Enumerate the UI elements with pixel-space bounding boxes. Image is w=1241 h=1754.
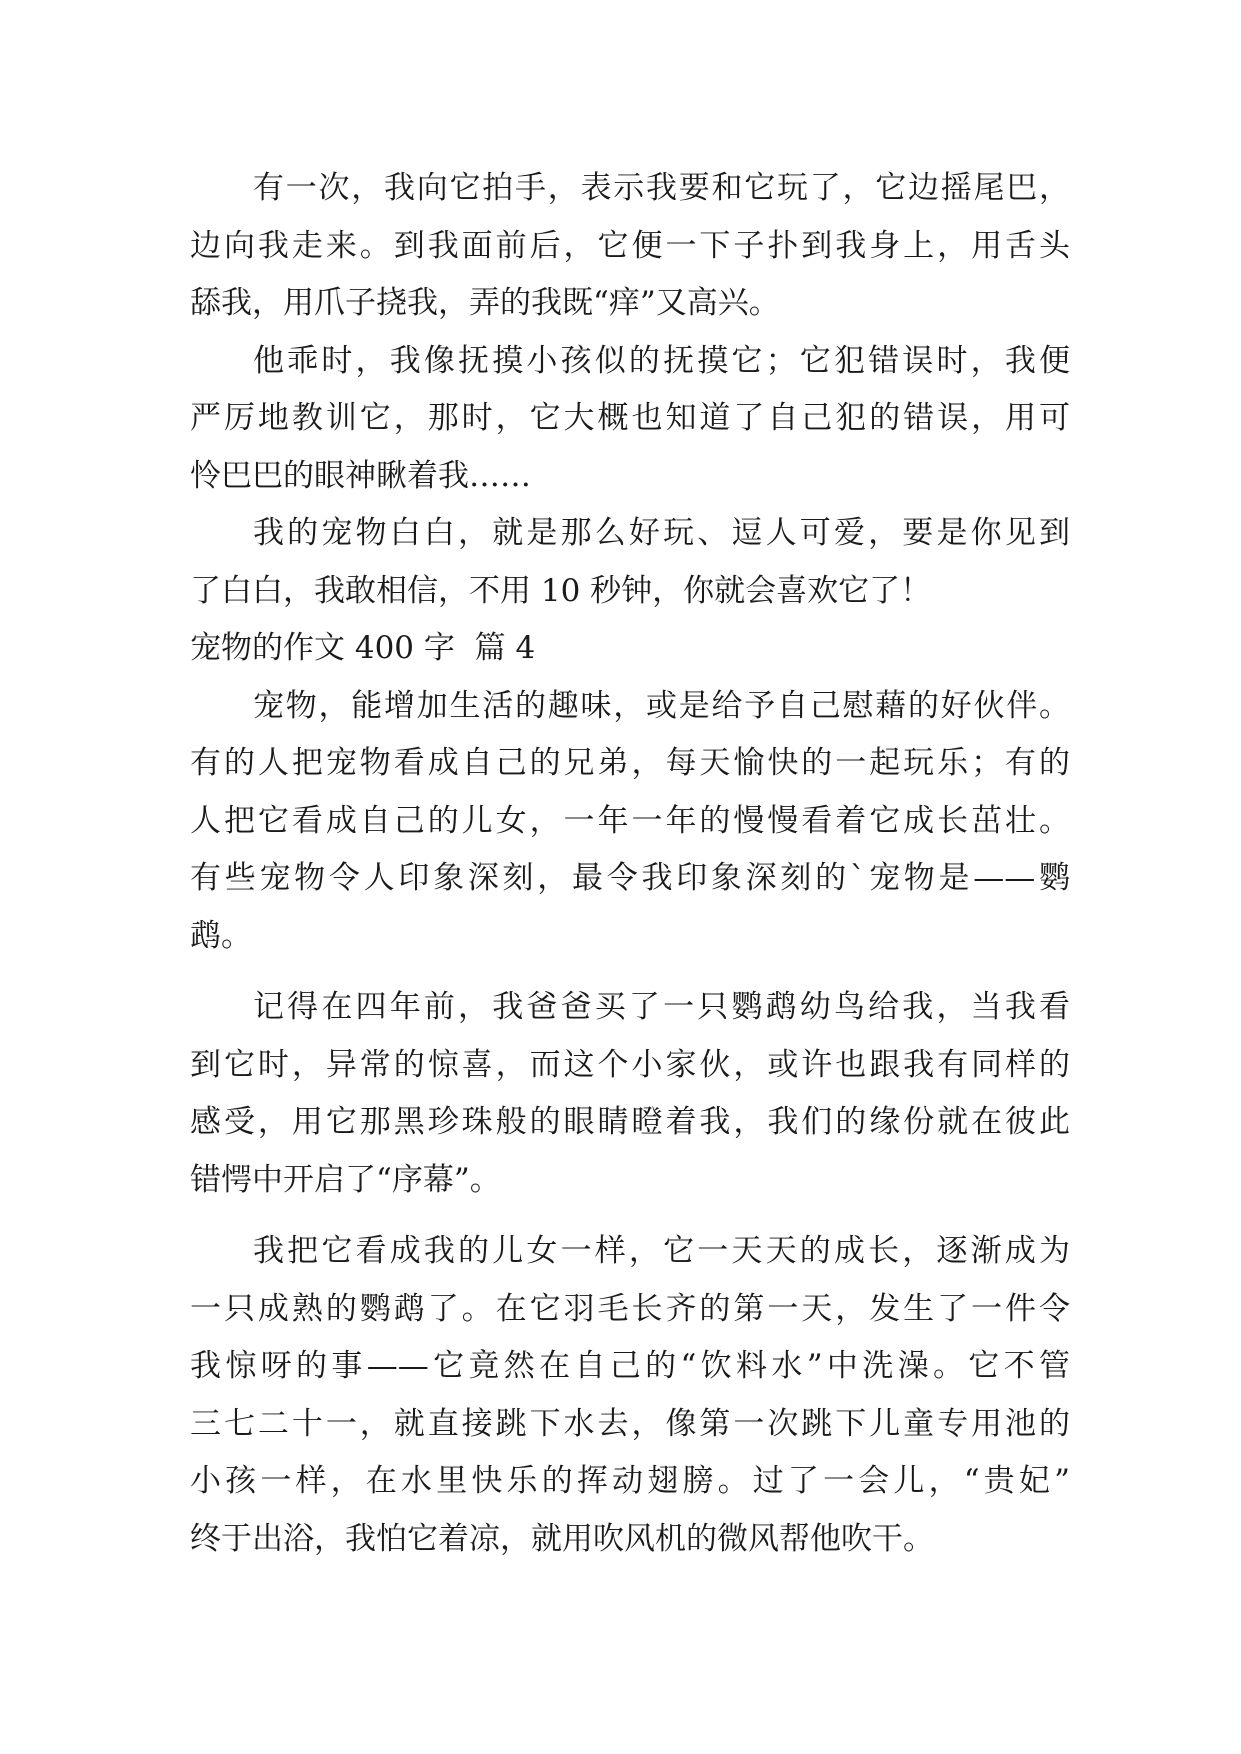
text-line: 怜巴巴的眼神瞅着我…… bbox=[190, 457, 531, 494]
paragraph bbox=[190, 979, 1070, 1209]
text-line: 记得在四年前，我爸爸买了一只鹦鹉幼鸟给我，当我看 bbox=[253, 989, 1070, 1025]
text-line: 错愕中开启了“序幕”。 bbox=[190, 1161, 501, 1198]
paragraph-gap bbox=[190, 965, 1070, 979]
text-line: 一只成熟的鹦鹉了。在它羽毛长齐的第一天，发生了一件令 bbox=[190, 1290, 1070, 1327]
text-line: 终于出浴，我怕它着凉，就用吹风机的微风帮他吹干。 bbox=[190, 1520, 934, 1557]
text-line: 边向我走来。到我面前后，它便一下子扑到我身上，用舌头 bbox=[190, 227, 1070, 264]
text-line: 我把它看成我的儿女一样，它一天天的成长，逐渐成为 bbox=[253, 1233, 1070, 1269]
text-line: 到它时，异常的惊喜，而这个小家伙，或许也跟我有同样的 bbox=[190, 1046, 1070, 1083]
paragraph bbox=[190, 1223, 1070, 1568]
section-heading: 宠物的作文 400 字 篇 4 bbox=[190, 630, 536, 666]
text-line: 他乖时，我像抚摸小孩似的抚摸它；它犯错误时，我便 bbox=[253, 342, 1070, 379]
paragraph bbox=[190, 505, 1070, 620]
paragraph bbox=[190, 160, 1070, 333]
text-line: 人把它看成自己的儿女，一年一年的慢慢看着它成长茁壮。 bbox=[190, 802, 1070, 839]
text-line: 了白白，我敢相信，不用 10 秒钟，你就会喜欢它了！ bbox=[190, 572, 932, 609]
text-line: 舔我，用爪子挠我，弄的我既“痒”又高兴。 bbox=[190, 285, 780, 321]
paragraph bbox=[190, 333, 1070, 506]
text-line: 有些宠物令人印象深刻，最令我印象深刻的`宠物是——鹦 bbox=[190, 860, 1070, 896]
text-line: 我惊呀的事——它竟然在自己的“饮料水”中洗澡。它不管 bbox=[190, 1348, 1070, 1384]
text-line: 严厉地教训它，那时，它大概也知道了自己犯的错误，用可 bbox=[190, 400, 1070, 436]
paragraph bbox=[190, 678, 1070, 966]
text-line: 三七二十一，就直接跳下水去，像第一次跳下儿童专用池的 bbox=[190, 1405, 1070, 1442]
text-line: 感受，用它那黑珍珠般的眼睛瞪着我，我们的缘份就在彼此 bbox=[190, 1104, 1070, 1140]
essay-body bbox=[190, 160, 1070, 1568]
text-line: 有一次，我向它拍手，表示我要和它玩了，它边摇尾巴， bbox=[253, 170, 1070, 206]
text-line: 有的人把宠物看成自己的兄弟，每天愉快的一起玩乐；有的 bbox=[190, 745, 1070, 781]
text-line: 鹉。 bbox=[190, 917, 252, 954]
text-line: 我的宠物白白，就是那么好玩、逗人可爱，要是你见到 bbox=[253, 515, 1070, 551]
paragraph-gap bbox=[190, 1209, 1070, 1223]
text-line: 宠物，能增加生活的趣味，或是给予自己慰藉的好伙伴。 bbox=[253, 687, 1070, 724]
text-line: 小孩一样，在水里快乐的挥动翅膀。过了一会儿，“贵妃” bbox=[190, 1463, 1070, 1499]
